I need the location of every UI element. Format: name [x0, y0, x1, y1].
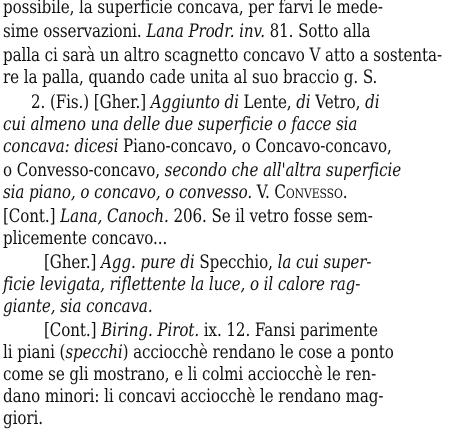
- headword-term: Specchio,: [194, 252, 278, 273]
- text-line: [31, 91, 418, 115]
- definition-text: sia piano, o concavo, o convesso.: [3, 182, 253, 203]
- text-run: palla ci sarà un altro scagnetto concavo V atto a sostenta-: [3, 45, 442, 66]
- text-line: [3, 295, 390, 319]
- text-run: ) acciocchè rendano le cose a ponto: [122, 342, 394, 363]
- definition-text: di: [296, 92, 311, 113]
- definition-text: ficie levigata, riflettente la luce, o il calore rag-: [3, 274, 361, 295]
- text-line: [3, 20, 390, 44]
- citation: Biring. Pirot.: [101, 320, 200, 341]
- headword-term: Piano-concavo, o Concavo-concavo,: [118, 136, 392, 157]
- text-run: [Gher.]: [44, 252, 101, 273]
- text-run: re la palla, quando cade unita al suo braccio g. S.: [3, 67, 378, 88]
- text-run: possibile, la superficie concava, per farvi le mede-: [3, 0, 383, 18]
- definition-text: giante, sia concava.: [3, 296, 153, 317]
- text-run: giori.: [3, 408, 43, 429]
- text-line: [3, 44, 442, 68]
- text-run: V.: [252, 182, 275, 203]
- text-line: [3, 113, 390, 137]
- text-line: [3, 363, 390, 387]
- definition-text: secondo che all'altra superficie: [164, 160, 402, 181]
- text-line: [3, 341, 394, 365]
- text-run: 206. Se il vetro fosse sem-: [168, 206, 373, 227]
- text-run: li piani (: [3, 342, 66, 363]
- text-line: [3, 407, 390, 431]
- text-run: come se gli mostrano, e li colmi acciocchè le ren-: [3, 364, 377, 385]
- text-line: [3, 227, 390, 251]
- text-run: dano minori: li concavi acciocchè le rendano mag-: [3, 386, 384, 407]
- text-run: [Cont.]: [44, 320, 102, 341]
- text-run: sime osservazioni.: [3, 21, 147, 42]
- headword-term: Lente,: [238, 92, 297, 113]
- text-run: ix. 12. Fansi parimente: [199, 320, 378, 341]
- definition-text: cui almeno una delle due superficie o facce sia: [3, 114, 358, 135]
- text-line: [3, 181, 390, 205]
- text-line: [44, 251, 431, 275]
- cross-reference: Convesso: [274, 182, 343, 203]
- text-line: [3, 66, 390, 90]
- definition-text: Agg. pure di: [100, 252, 195, 273]
- definition-text: la cui super-: [277, 252, 372, 273]
- text-run: 81. Sotto alla: [264, 21, 371, 42]
- text-line: [3, 159, 402, 183]
- gloss: specchi: [65, 342, 123, 363]
- text-run: [Cont.]: [3, 206, 61, 227]
- headword-term: Vetro,: [310, 92, 366, 113]
- headword-term: o Convesso-concavo,: [3, 160, 165, 181]
- text-line: [3, 0, 390, 20]
- text-run: .: [342, 182, 348, 203]
- text-run: plicemente concavo...: [3, 228, 168, 249]
- citation: Lana, Canoch.: [60, 206, 169, 227]
- text-line: [44, 319, 431, 343]
- text-line: [3, 135, 390, 159]
- definition-text: Aggiunto di: [150, 92, 239, 113]
- text-line: [3, 385, 390, 409]
- citation: Lana Prodr. inv.: [146, 21, 265, 42]
- sense-number: 2. (Fis.) [Gher.]: [31, 92, 151, 113]
- definition-text: di: [365, 92, 380, 113]
- text-line: [3, 205, 390, 229]
- text-line: [3, 273, 390, 297]
- definition-text: concava: dicesi: [3, 136, 119, 157]
